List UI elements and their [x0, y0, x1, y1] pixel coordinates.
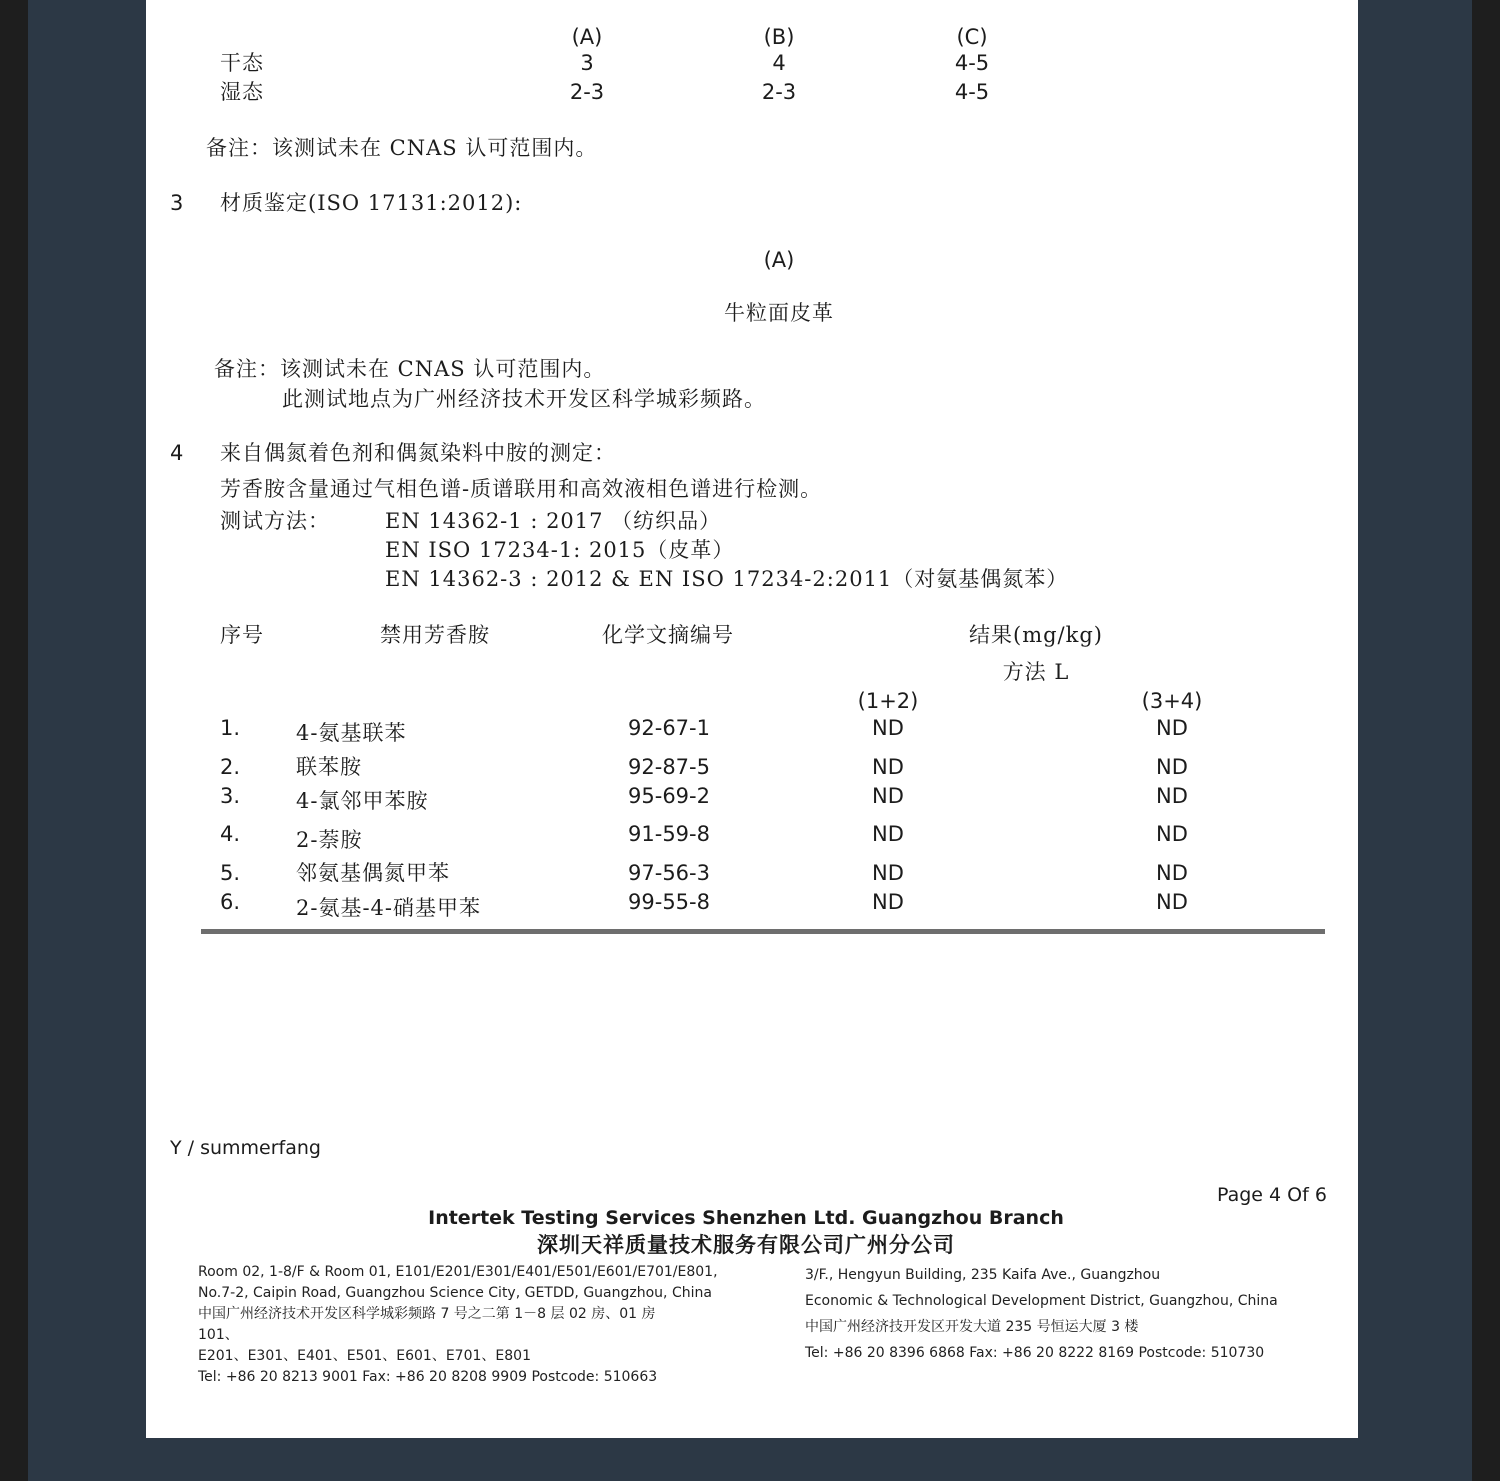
row-number: 2.	[220, 755, 241, 779]
amine-name: 2-萘胺	[296, 828, 363, 852]
address-line: 3/F., Hengyun Building, 235 Kaifa Ave., Guangzhou	[805, 1267, 1161, 1283]
section-3-number: 3	[170, 191, 184, 215]
result-1-2: ND	[872, 716, 904, 740]
test-method-label: 测试方法：	[220, 509, 330, 533]
result-1-2: ND	[872, 755, 904, 779]
table-header-col-1-2: (1+2)	[857, 689, 919, 713]
table-header-cas: 化学文摘编号	[602, 623, 734, 647]
section-4-title: 来自偶氮着色剂和偶氮染料中胺的测定：	[220, 441, 616, 465]
colorfastness-row-label: 湿态	[220, 80, 264, 104]
result-1-2: ND	[872, 861, 904, 885]
address-line: No.7-2, Caipin Road, Guangzhou Science City, GETDD, Guangzhou, China	[198, 1285, 712, 1301]
company-name-en: Intertek Testing Services Shenzhen Ltd. Guangzhou Branch	[428, 1207, 1064, 1229]
colorfastness-cell: 2-3	[569, 80, 605, 104]
address-line: Tel: +86 20 8213 9001 Fax: +86 20 8208 9909 Postcode: 510663	[198, 1369, 658, 1385]
result-1-2: ND	[872, 784, 904, 808]
table-header-result: 结果(mg/kg)	[969, 623, 1103, 647]
amine-name: 4-氨基联苯	[296, 721, 407, 745]
result-3-4: ND	[1156, 716, 1188, 740]
section-3-note-location: 此测试地点为广州经济技术开发区科学城彩频路。	[282, 387, 766, 411]
test-method: EN ISO 17234-1: 2015（皮革）	[385, 538, 735, 562]
colorfastness-cell: 2-3	[761, 80, 797, 104]
colorfastness-header-a: (A)	[571, 25, 603, 49]
result-1-2: ND	[872, 822, 904, 846]
table-header-method: 方法 L	[1002, 660, 1070, 684]
table-header-amine: 禁用芳香胺	[380, 623, 490, 647]
left-address-block	[198, 1262, 718, 1388]
row-number: 4.	[220, 822, 241, 846]
section-4-description: 芳香胺含量通过气相色谱-质谱联用和高效液相色谱进行检测。	[220, 477, 823, 501]
section-4-number: 4	[170, 441, 184, 465]
table-bottom-rule	[201, 929, 1325, 934]
address-line: 中国广州经济技开发区开发大道 235 号恒运大厦 3 楼	[805, 1319, 1139, 1335]
result-3-4: ND	[1156, 861, 1188, 885]
result-3-4: ND	[1156, 822, 1188, 846]
colorfastness-cell: 3	[580, 51, 594, 75]
report-page	[146, 0, 1358, 1438]
test-method: EN 14362-1 : 2017 （纺织品）	[385, 509, 722, 533]
row-number: 6.	[220, 890, 241, 914]
colorfastness-row-label: 干态	[220, 51, 264, 75]
amine-name: 2-氨基-4-硝基甲苯	[296, 896, 482, 920]
table-header-no: 序号	[220, 623, 264, 647]
section-3-note: 备注：该测试未在 CNAS 认可范围内。	[214, 357, 606, 381]
result-3-4: ND	[1156, 890, 1188, 914]
address-line: 101、	[198, 1327, 239, 1343]
row-number: 1.	[220, 716, 241, 740]
address-line: Room 02, 1-8/F & Room 01, E101/E201/E301/E401/E501/E601/E701/E801,	[198, 1264, 718, 1280]
signature: Y / summerfang	[170, 1137, 321, 1159]
cas-number: 95-69-2	[628, 784, 710, 808]
result-3-4: ND	[1156, 784, 1188, 808]
company-name-cn: 深圳天祥质量技术服务有限公司广州分公司	[537, 1233, 955, 1257]
colorfastness-header-c: (C)	[956, 25, 988, 49]
amine-name: 联苯胺	[296, 755, 362, 779]
table-header-col-3-4: (3+4)	[1141, 689, 1203, 713]
page-number: Page 4 Of 6	[1217, 1184, 1327, 1206]
colorfastness-cell: 4	[772, 51, 786, 75]
result-3-4: ND	[1156, 755, 1188, 779]
material-sample-label: (A)	[763, 248, 795, 272]
amine-name: 邻氨基偶氮甲苯	[296, 861, 450, 885]
cas-number: 91-59-8	[628, 822, 710, 846]
cas-number: 92-67-1	[628, 716, 710, 740]
colorfastness-cell: 4-5	[954, 80, 990, 104]
address-line: E201、E301、E401、E501、E601、E701、E801	[198, 1348, 531, 1364]
right-address-block	[805, 1262, 1278, 1366]
colorfastness-note: 备注：该测试未在 CNAS 认可范围内。	[206, 136, 598, 160]
address-line: Tel: +86 20 8396 6868 Fax: +86 20 8222 8169 Postcode: 510730	[805, 1345, 1265, 1361]
cas-number: 99-55-8	[628, 890, 710, 914]
colorfastness-header-b: (B)	[763, 25, 795, 49]
cas-number: 92-87-5	[628, 755, 710, 779]
colorfastness-cell: 4-5	[954, 51, 990, 75]
result-1-2: ND	[872, 890, 904, 914]
row-number: 5.	[220, 861, 241, 885]
address-line: 中国广州经济技术开发区科学城彩频路 7 号之二第 1－8 层 02 房、01 房	[198, 1306, 656, 1322]
section-3-title: 材质鉴定(ISO 17131:2012):	[220, 191, 523, 215]
address-line: Economic & Technological Development District, Guangzhou, China	[805, 1293, 1278, 1309]
material-result: 牛粒面皮革	[724, 301, 834, 325]
row-number: 3.	[220, 784, 241, 808]
test-method: EN 14362-3 : 2012 & EN ISO 17234-2:2011（对氨基偶氮苯）	[385, 567, 1069, 591]
cas-number: 97-56-3	[628, 861, 710, 885]
amine-name: 4-氯邻甲苯胺	[296, 789, 429, 813]
